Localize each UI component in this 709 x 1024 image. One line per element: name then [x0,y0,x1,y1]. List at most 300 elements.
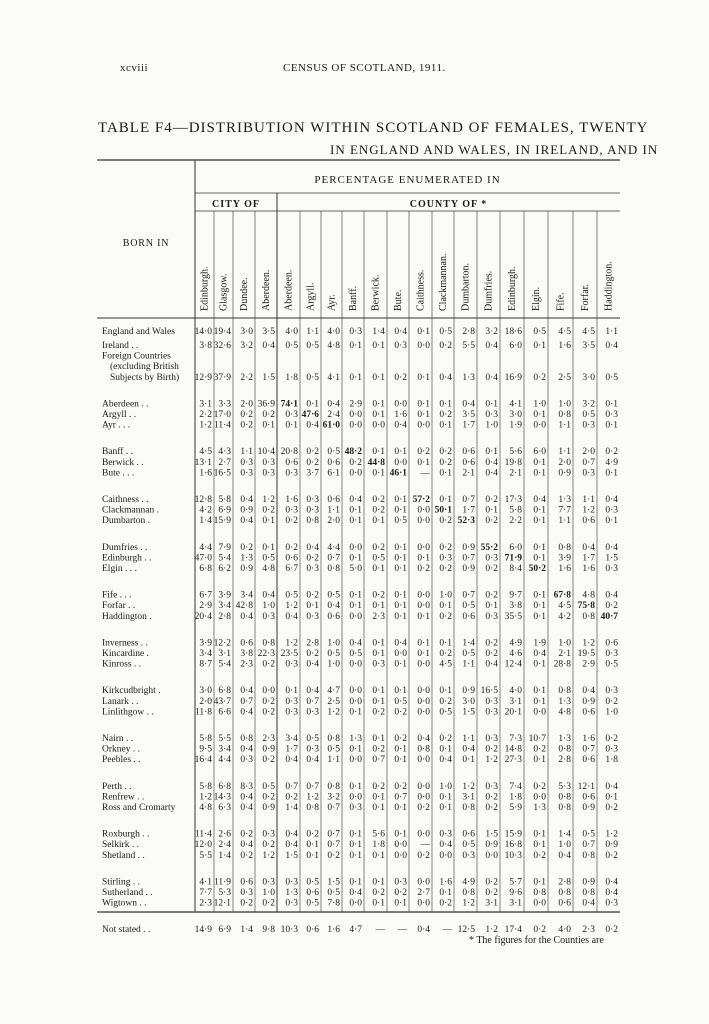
table-cell: 0·7 [462,553,475,564]
table-cell: 0·4 [605,888,618,898]
table-cell: 0·0 [349,542,362,553]
table-cell: 0·1 [372,410,385,420]
table-cell: 32·6 [213,341,231,351]
table-cell: 0·0 [394,457,407,468]
table-cell: 0·3 [582,468,595,479]
table-cell: 1·1 [605,327,618,337]
table-cell: 0·3 [240,888,253,898]
table-cell: 0·5 [439,327,452,337]
row-label: Edinburgh . . [102,553,152,564]
table-cell: 0·4 [605,341,618,351]
table-cell: 0·3 [485,611,498,622]
table-cell: 14·3 [213,792,231,803]
table-cell: 0·2 [306,590,319,601]
table-cell: 0·1 [439,888,452,898]
table-cell: 0·2 [439,898,452,909]
table-cell: 1·2 [485,755,498,766]
table-cell: 2·3 [372,611,385,622]
table-cell: 18·6 [504,327,522,337]
table-cell: 4·5 [199,447,212,458]
table-cell: 5·3 [218,888,231,898]
table-cell: 0·6 [306,888,319,898]
table-cell: 2·1 [558,649,571,659]
table-cell: 20·4 [194,611,212,622]
table-cell: 1·2 [285,638,298,649]
table-cell: 4·8 [262,564,275,574]
table-cell: 0·0 [533,707,546,718]
table-cell: 0·4 [240,516,253,527]
table-cell: 0·2 [439,341,452,351]
table-cell: 0·3 [372,659,385,670]
table-cell: 1·2 [306,792,319,803]
table-cell: 75·8 [577,601,595,612]
table-cell: 12·2 [213,638,231,649]
table-cell: 0·1 [533,686,546,697]
county-group-header: COUNTY OF * [409,199,488,210]
table-cell: 0·5 [327,649,340,659]
table-cell: 0·2 [262,410,275,420]
table-cell: 2·1 [509,468,522,479]
table-cell: 0·3 [306,564,319,574]
table-cell: 43·7 [213,696,231,707]
table-cell: 12·1 [577,781,595,792]
table-cell: 2·8 [558,877,571,888]
column-header: Caithness. [415,269,427,311]
table-cell: 0·0 [372,420,385,431]
city-group-header: CITY OF [211,199,261,210]
table-cell: 0·6 [306,925,319,936]
table-cell: 4·2 [199,505,212,516]
table-cell: 4·9 [509,638,522,649]
table-cell: 0·0 [417,542,430,553]
table-cell: 0·3 [394,877,407,888]
row-label: Forfar . . [102,601,136,612]
table-cell: 1·0 [558,638,571,649]
table-cell: 0·0 [417,601,430,612]
table-cell: 47·0 [194,553,212,564]
table-cell: 0·9 [605,840,618,851]
table-cell: 1·5 [605,553,618,564]
table-cell: 0·1 [485,505,498,516]
table-cell: 0·2 [533,372,546,383]
table-cell: 3·4 [285,734,298,744]
top-header: PERCENTAGE ENUMERATED IN [314,174,501,186]
table-cell: 5·8 [509,505,522,516]
table-cell: 16·5 [213,468,231,479]
table-cell: 0·9 [240,505,253,516]
table-cell: 0·2 [439,611,452,622]
table-cell: 0·7 [240,696,253,707]
table-cell: 8·3 [240,781,253,792]
table-cell: 0·9 [240,564,253,574]
table-cell: 0·0 [349,696,362,707]
table-cell: 0·3 [394,341,407,351]
row-label-cont: Subjects by Birth) [110,372,180,383]
table-cell: 4·0 [509,686,522,697]
table-cell: 0·4 [439,840,452,851]
table-cell: 1·1 [327,755,340,766]
table-cell: 0·3 [485,696,498,707]
table-cell: 0·1 [533,829,546,840]
table-cell: 0·2 [240,829,253,840]
table-cell: 0·1 [372,399,385,410]
table-cell: 0·1 [394,564,407,574]
table-cell: — [420,840,430,851]
table-cell: 14·0 [194,327,212,337]
table-cell: 2·8 [558,755,571,766]
row-label: Caithness . . [102,495,149,505]
table-cell: 0·3 [285,877,298,888]
table-cell: 0·0 [349,420,362,431]
table-cell: 2·2 [199,410,212,420]
table-cell: 0·2 [240,898,253,909]
table-cell: 1·5 [485,829,498,840]
table-cell: 52·3 [457,516,475,527]
table-cell: 1·2 [462,781,475,792]
table-cell: 0·2 [439,516,452,527]
table-cell: 0·7 [327,829,340,840]
table-cell: 0·1 [533,516,546,527]
table-cell: 0·4 [485,659,498,670]
table-cell: 0·0 [417,829,430,840]
table-cell: 5·8 [218,495,231,505]
table-cell: 0·7 [582,457,595,468]
table-cell: 0·4 [262,590,275,601]
table-cell: 3·4 [218,601,231,612]
table-cell: 4·7 [349,925,362,936]
table-cell: 0·7 [306,696,319,707]
table-cell: 10·3 [504,850,522,861]
table-cell: 0·9 [558,468,571,479]
table-cell: 0·3 [240,468,253,479]
table-cell: 0·5 [394,516,407,527]
table-cell: 0·1 [262,516,275,527]
table-cell: 0·2 [605,850,618,861]
table-cell: 12·5 [457,925,475,936]
table-cell: 0·1 [533,696,546,707]
table-cell: 0·4 [285,755,298,766]
table-cell: 0·2 [262,755,275,766]
table-cell: 16·9 [504,372,522,383]
table-cell: 0·0 [349,686,362,697]
table-cell: 0·2 [285,516,298,527]
table-cell: 4·4 [199,542,212,553]
table-cell: 0·1 [417,649,430,659]
table-cell: 7·8 [327,898,340,909]
table-cell: 19·8 [504,457,522,468]
table-cell: 0·3 [349,803,362,813]
table-cell: 9·8 [262,925,275,936]
table-cell: 0·8 [306,516,319,527]
table-cell: 0·2 [262,696,275,707]
table-cell: 0·1 [462,755,475,766]
table-cell: 1·0 [558,840,571,851]
column-header: Dumbarton. [460,262,472,311]
table-cell: 0·2 [485,803,498,813]
table-cell: 0·4 [485,457,498,468]
table-cell: 1·0 [439,781,452,792]
table-cell: 0·1 [439,468,452,479]
table-cell: 3·8 [199,341,212,351]
table-cell: 0·9 [485,840,498,851]
table-cell: 0·0 [262,686,275,697]
table-cell: 0·1 [394,611,407,622]
table-cell: 5·4 [218,659,231,670]
table-cell: 0·0 [417,707,430,718]
table-cell: 0·2 [262,659,275,670]
table-cell: 0·1 [533,553,546,564]
row-label: Bute . . . [102,468,135,479]
column-header: Haddington. [603,261,615,311]
table-cell: 0·5 [462,649,475,659]
table-cell: 0·4 [285,611,298,622]
table-cell: 36·9 [257,399,275,410]
table-cell: 0·2 [240,420,253,431]
table-cell: 3·5 [262,327,275,337]
table-cell: 1·7 [462,505,475,516]
table-cell: 0·3 [306,495,319,505]
table-cell: 0·2 [240,410,253,420]
table-cell: 0·1 [394,803,407,813]
table-cell: 1·3 [558,734,571,744]
table-cell: 0·2 [394,888,407,898]
table-cell: 0·0 [394,850,407,861]
table-cell: 12·0 [194,840,212,851]
table-cell: 0·1 [394,505,407,516]
table-cell: 0·1 [394,829,407,840]
table-cell: 0·2 [485,888,498,898]
table-cell: 4·1 [327,372,340,383]
table-cell: 0·3 [285,505,298,516]
table-cell: 0·1 [533,457,546,468]
table-cell: 0·2 [372,744,385,755]
table-cell: 7·9 [218,542,231,553]
table-cell: 0·1 [533,611,546,622]
table-cell: 0·1 [394,601,407,612]
table-cell: 0·7 [327,840,340,851]
table-cell: 0·2 [262,840,275,851]
table-cell: 1·2 [462,898,475,909]
running-title: CENSUS OF SCOTLAND, 1911. [283,62,446,74]
table-cell: 12·8 [194,495,212,505]
table-cell: 0·8 [327,781,340,792]
footnote: * The figures for the Counties are [469,935,604,946]
table-cell: 0·7 [327,553,340,564]
row-label: Clackmannan . [102,505,159,516]
table-cell: 0·0 [349,468,362,479]
table-cell: 0·6 [462,611,475,622]
table-cell: 0·1 [349,850,362,861]
table-cell: 0·1 [306,601,319,612]
table-cell: 0·7 [372,755,385,766]
table-cell: 0·8 [327,734,340,744]
table-cell: 9·5 [199,744,212,755]
table-cell: 0·2 [417,803,430,813]
table-cell: 0·4 [558,850,571,861]
table-cell: 0·8 [240,734,253,744]
table-cell: 0·3 [306,744,319,755]
table-cell: 2·7 [417,888,430,898]
table-cell: 2·2 [509,516,522,527]
table-cell: 0·1 [262,420,275,431]
table-cell: 0·4 [605,590,618,601]
table-cell: 0·0 [417,781,430,792]
row-label: Kirkcudbright . [102,686,161,697]
row-label: Ross and Cromarty [102,803,176,813]
table-cell: 4·1 [509,399,522,410]
table-cell: 1·1 [558,447,571,458]
table-cell: 2·5 [558,372,571,383]
table-cell: 0·4 [306,420,319,431]
table-cell: 1·2 [262,495,275,505]
table-cell: 0·7 [327,803,340,813]
column-header: Ayr. [326,294,338,311]
table-cell: 0·1 [605,399,618,410]
table-cell: 0·7 [306,781,319,792]
table-cell: 0·4 [533,495,546,505]
table-cell: 0·0 [417,755,430,766]
table-cell: 0·1 [372,686,385,697]
table-cell: 0·1 [533,659,546,670]
table-cell: 0·7 [285,781,298,792]
table-cell: 4·5 [439,659,452,670]
table-cell: 1·4 [218,850,231,861]
table-cell: 0·8 [417,744,430,755]
table-cell: 1·8 [285,372,298,383]
table-cell: 5·6 [509,447,522,458]
table-cell: 0·2 [533,744,546,755]
table-cell: 0·4 [240,744,253,755]
table-cell: 2·8 [218,611,231,622]
table-cell: 0·8 [558,803,571,813]
table-cell: 42·8 [235,601,253,612]
row-label: Ayr . . . [102,420,131,431]
table-cell: 74·1 [280,399,298,410]
table-cell: 0·2 [485,564,498,574]
table-cell: 1·3 [558,495,571,505]
table-cell: 2·0 [240,399,253,410]
table-cell: 11·8 [194,707,212,718]
table-cell: 0·2 [327,850,340,861]
row-label: Elgin . . . [102,564,137,574]
table-cell: 0·2 [417,850,430,861]
page-number: xcviii [120,62,149,74]
table-cell: 3·0 [509,410,522,420]
row-label-cont: (excluding British [110,362,179,373]
table-cell: 3·1 [485,898,498,909]
table-cell: 0·2 [372,505,385,516]
column-header: Forfar. [580,284,591,311]
table-cell: 0·1 [372,898,385,909]
table-cell: 3·7 [306,468,319,479]
table-cell: 0·1 [372,649,385,659]
table-cell: 1·4 [240,925,253,936]
row-label: Selkirk . . [102,840,139,851]
table-cell: 0·1 [417,327,430,337]
table-cell: 0·5 [349,649,362,659]
table-cell: 1·8 [372,840,385,851]
table-cell: 16·4 [194,755,212,766]
table-cell: 6·9 [218,925,231,936]
table-cell: 0·6 [605,638,618,649]
row-label: Berwick . . [102,457,144,468]
column-header: Fife. [555,292,567,311]
table-cell: 0·5 [285,341,298,351]
table-cell: 1·0 [327,659,340,670]
table-cell: 0·1 [417,638,430,649]
table-cell: 0·2 [306,829,319,840]
table-cell: 0·1 [417,410,430,420]
table-cell: 0·4 [306,542,319,553]
table-cell: 0·1 [605,468,618,479]
table-cell: 0·4 [394,420,407,431]
table-cell: 48·2 [344,447,362,458]
table-cell: 11·4 [194,829,212,840]
table-cell: 1·0 [605,707,618,718]
table-cell: 12·4 [504,659,522,670]
table-title-line-2: IN ENGLAND AND WALES, IN IRELAND, AND IN [330,142,659,157]
table-cell: 0·3 [605,564,618,574]
table-cell: 6·9 [218,505,231,516]
table-cell: 0·4 [533,649,546,659]
table-cell: 1·2 [327,707,340,718]
table-cell: 0·1 [349,553,362,564]
table-cell: 9·6 [509,888,522,898]
table-cell: 0·5 [262,553,275,564]
table-cell: 4·8 [558,707,571,718]
table-cell: 4·7 [327,686,340,697]
table-cell: 0·4 [417,925,430,936]
column-header: Bute. [393,289,404,311]
table-cell: 0·1 [372,372,385,383]
table-cell: 1·1 [582,495,595,505]
table-cell: 16·8 [504,840,522,851]
table-cell: 3·9 [218,590,231,601]
table-cell: 0·4 [306,659,319,670]
table-cell: 1·1 [327,505,340,516]
table-cell: 0·0 [533,898,546,909]
table-cell: 0·1 [439,803,452,813]
table-cell: 0·4 [485,372,498,383]
table-cell: 0·2 [306,553,319,564]
table-cell: 1·6 [439,877,452,888]
table-cell: — [375,925,385,936]
table-cell: 0·1 [372,792,385,803]
table-cell: 3·8 [509,601,522,612]
column-header: Berwick. [370,274,382,311]
table-cell: 0·1 [485,399,498,410]
table-cell: 2·7 [218,457,231,468]
table-cell: 0·0 [417,877,430,888]
table-cell: 0·0 [417,505,430,516]
table-cell: 0·1 [349,829,362,840]
table-cell: 1·3 [285,888,298,898]
table-cell: 0·5 [582,410,595,420]
table-cell: 5·8 [199,781,212,792]
table-cell: 0·0 [417,686,430,697]
table-cell: 1·2 [582,638,595,649]
table-cell: 0·1 [394,755,407,766]
table-cell: 4·8 [327,341,340,351]
table-cell: 2·3 [582,925,595,936]
table-cell: 0·4 [240,686,253,697]
table-cell: 22·3 [257,649,275,659]
table-cell: 1·5 [462,707,475,718]
table-cell: 0·0 [417,516,430,527]
table-cell: 0·3 [605,898,618,909]
table-cell: 0·1 [394,495,407,505]
table-cell: 1·8 [509,792,522,803]
